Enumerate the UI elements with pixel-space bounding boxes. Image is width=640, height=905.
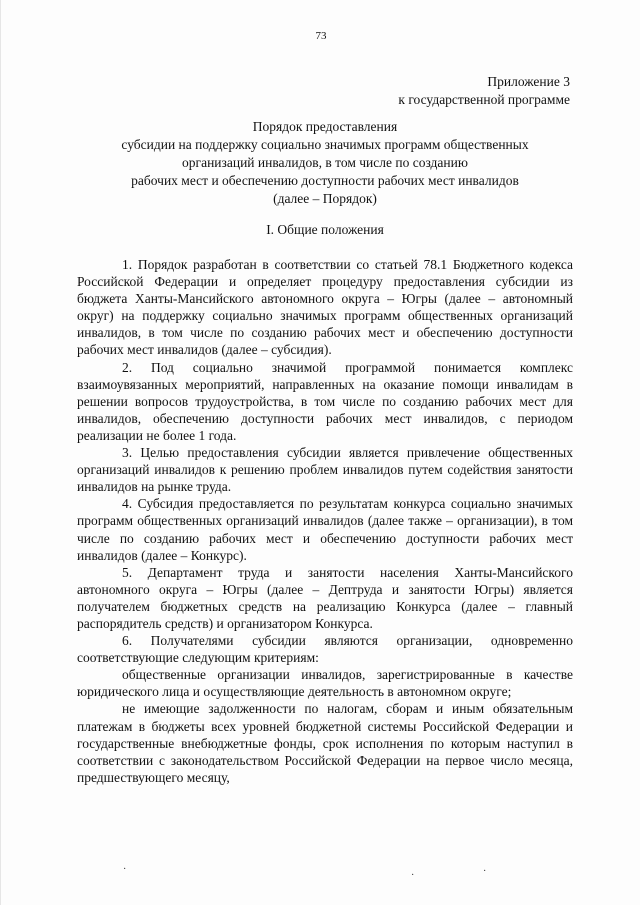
page-number: 73 bbox=[315, 30, 327, 42]
appendix-line-2: к государственной программе bbox=[398, 92, 570, 107]
scan-speck: · bbox=[123, 864, 127, 875]
title-line-2: субсидии на поддержку социально значимых программ общественных bbox=[121, 137, 529, 152]
paragraph-7: общественные организации инвалидов, зарегистрированные в качестве юридического лица и осуществляющие деятельность в автономном округе; bbox=[77, 667, 573, 700]
title-line-5: (далее – Порядок) bbox=[273, 191, 377, 206]
scan-speck: · bbox=[411, 870, 415, 881]
title-line-4: рабочих мест и обеспечению доступности рабочих мест инвалидов bbox=[131, 173, 519, 188]
scan-speck: · bbox=[483, 866, 487, 877]
paragraph-1: 1. Порядок разработан в соответствии со статьей 78.1 Бюджетного кодекса Российской Федерации и определяет процедуру предоставления субсидии из бюджета Ханты-Мансийского автономного округа – Югры (далее – автономный округ) на поддержку социально значимых программ общественных организаций инвалидов, в том числе по созданию рабочих мест и обеспечению доступности рабочих мест инвалидов (далее – субсидия). bbox=[77, 257, 573, 358]
paragraph-4: 4. Субсидия предоставляется по результатам конкурса социально значимых программ общественных организаций инвалидов (далее также – организации), в том числе по созданию рабочих мест и обеспечению доступности рабочих мест инвалидов (далее – Конкурс). bbox=[77, 496, 573, 563]
paragraph-2: 2. Под социально значимой программой понимается комплекс взаимоувязанных мероприятий, направленных на оказание помощи инвалидам в решении вопросов трудоустройства, в том числе по созданию рабочих мест для инвалидов, обеспечению доступности рабочих мест инвалидов, с периодом реализации не более 1 года. bbox=[77, 359, 573, 443]
appendix-line-1: Приложение 3 bbox=[487, 74, 570, 89]
section-heading: I. Общие положения bbox=[266, 222, 384, 237]
paragraph-8: не имеющие задолженности по налогам, сборам и иным обязательным платежам в бюджеты всех уровней бюджетной системы Российской Федерации и государственные внебюджетные фонды, срок исполнения по которым наступил в соответствии с законодательством Российской Федерации на первое число месяца, предшествующего месяцу, bbox=[77, 701, 573, 785]
paragraph-3: 3. Целью предоставления субсидии является привлечение общественных организаций инвалидов к решению проблем инвалидов путем содействия занятости инвалидов на рынке труда. bbox=[77, 445, 573, 495]
title-line-3: организаций инвалидов, в том числе по созданию bbox=[182, 155, 468, 170]
appendix-reference bbox=[398, 73, 570, 109]
paragraph-5: 5. Департамент труда и занятости населения Ханты-Мансийского автономного округа – Югры (далее – Дептруда и занятости Югры) является получателем бюджетных средств на реализацию Конкурса (далее – главный распорядитель средств) и организатором Конкурса. bbox=[77, 564, 573, 631]
paragraph-6: 6. Получателями субсидии являются организации, одновременно соответствующие следующим критериям: bbox=[77, 633, 573, 666]
document-title bbox=[77, 118, 573, 208]
title-line-1: Порядок предоставления bbox=[252, 119, 398, 134]
document-body bbox=[77, 256, 573, 786]
